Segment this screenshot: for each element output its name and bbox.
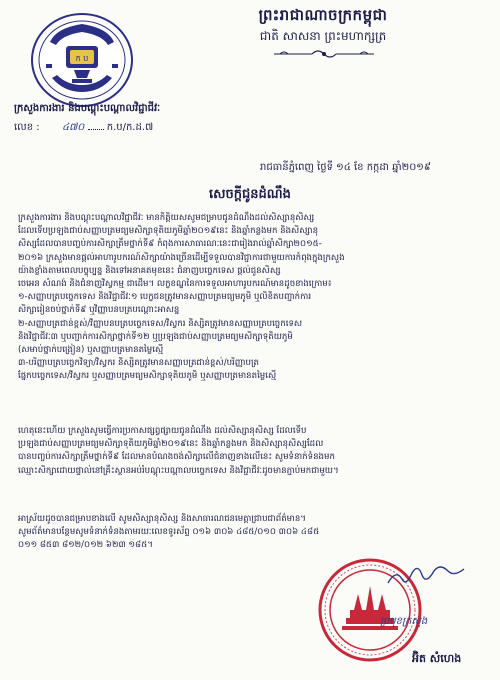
paragraph-3 — [18, 513, 488, 553]
reference-label: លេខ : — [14, 122, 40, 133]
signature-title: ប្រមុខក្រសួង — [380, 616, 428, 627]
paragraph-line: (សមាប់ថ្នាក់បង្រៀន) ឬសញ្ញាបត្រមានតម្លៃស្មើ — [18, 345, 164, 356]
paragraph-line: និងវិជ្ជាជីវៈ៣ ឬបញ្ជាក់ការសិក្សាថ្នាក់ទី១២ ឬប្រឡងជាប់សញ្ញាបត្រមធ្យមសិក្សាទុតិយភូមិ — [18, 331, 293, 342]
paragraph-line: ដែលទើបប្រឡងជាប់សញ្ញាបត្រមធ្យមសិក្សាទុតិយភូមិឆ្នាំ២០១៩នេះ និងឆ្នាំកន្លងមក និងសិស្សានុ — [18, 226, 319, 237]
ministry-emblem-icon — [30, 12, 134, 108]
paragraph-line: សិក្សារៀនចប់ថ្នាក់ទី៩ ឬវិញ្ញាបនបត្របណ្តោះអាសន្ន — [18, 305, 180, 316]
paragraph-line: ៣-បរិញ្ញាបត្របច្ចេកវិទ្យា/វិស្វករ និស្សិតត្រូវមានសញ្ញាបត្រជាន់ខ្ពស់/បរិញ្ញាបត្រ — [18, 358, 259, 369]
paragraph-line: ចេអេន សំណង់ និងជំនាញវិស្វកម្ម ជាដើម។ លក្ខខណ្ឌនៃការទទួលអាហារូបករណ៍មានដូចខាងក្រោម៖ — [18, 279, 332, 290]
reference-number: ៤៧០ — [61, 122, 85, 133]
signature-scribble-icon — [386, 565, 466, 589]
paragraph-line: ប្រឡងជាប់សញ្ញាបត្រមធ្យមសិក្សាទុតិយភូមិឆ្នាំ២០១៩នេះ និងឆ្នាំកន្លងមក និងសិស្សានុសិស្សដែល — [18, 439, 324, 450]
paragraph-line: ផ្នែកបច្ចេកទេស/វិស្វករ ឬសញ្ញាបត្រមធ្យមសិក្សាទុតិយភូមិ ឬសញ្ញាបត្រមានតម្លៃស្មើ — [18, 371, 277, 382]
paragraph-line: ឈ្មោះសិក្សាដោយផ្ទាល់នៅគ្រឹះស្ថានអប់រំបណ្តុះបណ្តាលបច្ចេកទេស និងវិជ្ជាជីវៈដូចមានភ្ជាប់មកជាមួយ។ — [18, 465, 339, 476]
reference-line — [14, 120, 153, 135]
national-motto: ជាតិ សាសនា ព្រះមហាក្សត្រ — [259, 29, 387, 43]
ornament-divider-icon — [270, 47, 378, 61]
paragraph-line: សិស្សដែលបានបញ្ចប់ការសិក្សាត្រឹមថ្នាក់ទី៩ កំពុងការសាធារណៈនេះជារៀងរាល់ឆ្នាំសិក្សា២០១៥- — [18, 239, 322, 250]
paragraph-line: អាស្រ័យដូចបានជម្រាបខាងលើ សូមសិស្សានុសិស្ស និងសាធារណជនមេត្តាជ្រាបជាព័ត៌មាន។ — [18, 514, 306, 524]
paragraph-line: ២០១៦ ក្រសួងមានផ្តល់អាហារូបករណ៍សិក្សាយ៉ាងច្រើនដើម្បីទទួលបានវិជ្ជាការជាមួយការកំពុងក្នុងក្រសួង — [18, 252, 345, 263]
document-title: សេចក្តីជូនដំណឹង — [209, 187, 291, 202]
paragraph-line: ០១១ ៨៥៣ ៨១២/០១២ ៦២៣ ១៨៥។ — [18, 540, 153, 551]
ministry-name: ក្រសួងការងារ និងបណ្តុះបណ្តាលវិជ្ជាជីវៈ — [14, 103, 161, 114]
svg-text:ក ប: ក ប — [75, 54, 89, 63]
paragraph-line: ហេតុនេះហើយ ក្រសួងសូមធ្វើការប្រកាសផ្សព្វផ្សាយជូនដំណឹង ដល់សិស្សានុសិស្ស ដែលទើប — [18, 426, 307, 436]
date-line: រាជធានីភ្នំពេញ ថ្ងៃទី ១៤ ខែ កក្កដា ឆ្នាំ២០១៩ — [260, 162, 431, 173]
paragraph-line: ១-សញ្ញាបត្របច្ចេកទេស និងវិជ្ជាជីវៈ១ បេក្ខជនត្រូវមានសញ្ញាបត្រមធ្យមភូមិ ឬលិខិតបញ្ជាក់ការ — [18, 292, 312, 303]
paragraph-line: សូមព័ត៌មានបន្ថែមសូមទំនាក់ទំនងតាមរយៈលេខទូរស័ព្ទ ០១៦ ៣០៦ ៤៨៥/០១០ ៣០៦ ៤៨៥ — [18, 527, 320, 538]
paragraph-2 — [18, 425, 488, 478]
paragraph-line: ក្រសួងការងារ និងបណ្តុះបណ្តាលវិជ្ជាជីវៈ មានកិត្តិយសសូមជម្រាបជូនដំណឹងដល់សិស្សានុសិស្ស — [18, 213, 315, 223]
signatory-name: អ៊ិត សំហេង — [412, 652, 462, 665]
paragraph-line: យ៉ាងខ្លាំងតាមពេលបច្ចុប្បន្ន និងទៅអនាគតមុខនេះ ជំនាញបច្ចេកទេស ផ្តល់ជូនសិស្ស — [18, 265, 281, 276]
kingdom-heading: ព្រះរាជាណាចក្រកម្ពុជា — [258, 6, 388, 24]
paragraph-line: បានបញ្ចប់ការសិក្សាត្រឹមថ្នាក់ទី៩ ដែលមានបំណងចង់សិក្សាលើជំនាញខាងលើនេះ សូមទំនាក់ទំនងមក — [18, 452, 335, 463]
paragraph-1 — [18, 212, 488, 384]
paragraph-line: ២-សញ្ញាបត្រជាន់ខ្ពស់/វិញ្ញាបនបត្របច្ចេកទេស/វិស្វករ និស្សិតត្រូវមានសញ្ញាបត្របច្ចេកទេស — [18, 318, 303, 329]
reference-suffix: ក.ប/ក.ដ.៧ — [106, 122, 154, 133]
